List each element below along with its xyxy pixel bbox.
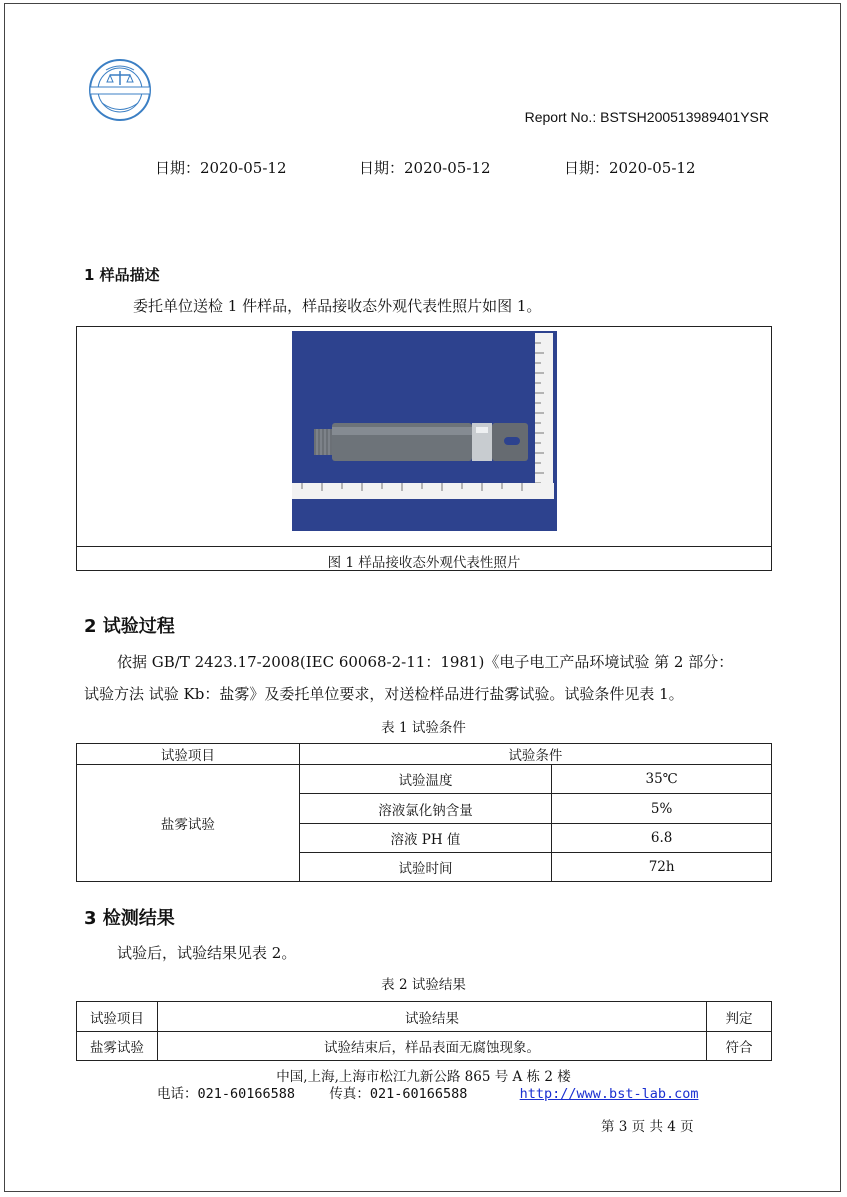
table-cell: 溶液氯化钠含量 xyxy=(299,794,552,824)
table-cell: 溶液 PH 值 xyxy=(299,824,552,853)
table-cell: 试验时间 xyxy=(299,853,552,882)
company-logo-seal xyxy=(88,58,152,122)
table-cell: 35℃ xyxy=(552,765,772,794)
test-results-table xyxy=(76,1001,772,1061)
test-conditions-table xyxy=(76,743,772,882)
table-cell: 72h xyxy=(552,853,772,882)
figure-caption: 图 1 样品接收态外观代表性照片 xyxy=(327,555,521,571)
table-cell: 试验结束后，样品表面无腐蚀现象。 xyxy=(157,1032,706,1061)
section-text: 试验后，试验结果见表 2。 xyxy=(117,944,297,962)
footer-contact xyxy=(157,1082,698,1102)
table-cell: 盐雾试验 xyxy=(77,765,300,882)
website-link[interactable]: http://www.bst-lab.com xyxy=(519,1086,699,1102)
table-cell: 试验温度 xyxy=(299,765,552,794)
section-text: 委托单位送检 1 件样品，样品接收态外观代表性照片如图 1。 xyxy=(133,297,542,315)
table-header-cell: 试验结果 xyxy=(157,1002,706,1032)
report-number: Report No.: BSTSH200513989401YSR xyxy=(524,109,769,125)
date-field: 日期：2020-05-12 xyxy=(359,159,491,177)
table-row xyxy=(77,765,772,794)
table-header-cell: 试验项目 xyxy=(77,744,300,765)
table-cell: 盐雾试验 xyxy=(77,1032,158,1061)
table-header-cell: 判定 xyxy=(707,1002,772,1032)
figure-frame xyxy=(76,326,772,571)
section-heading: 1 样品描述 xyxy=(84,266,160,284)
footer-fax: 传真：021-60166588 xyxy=(329,1086,468,1102)
page-number: 第 3 页 共 4 页 xyxy=(601,1119,694,1135)
section-text: 依据 GB/T 2423.17-2008(IEC 60068-2-11：1981)《电子电工产品环境试验 第 2 部分： xyxy=(117,653,734,671)
table-cell: 5% xyxy=(552,794,772,824)
table-header-row xyxy=(77,1002,772,1032)
table-row xyxy=(77,1032,772,1061)
table-header-cell: 试验项目 xyxy=(77,1002,158,1032)
table-caption: 表 2 试验结果 xyxy=(381,977,466,993)
table-caption: 表 1 试验条件 xyxy=(381,720,466,736)
section-text: 试验方法 试验 Kb：盐雾》及委托单位要求，对送检样品进行盐雾试验。试验条件见表 1。 xyxy=(84,685,684,703)
sample-photo xyxy=(292,331,557,531)
figure-divider xyxy=(77,546,771,547)
date-field: 日期：2020-05-12 xyxy=(155,159,287,177)
date-field: 日期：2020-05-12 xyxy=(564,159,696,177)
footer-phone: 电话：021-60166588 xyxy=(157,1086,296,1102)
footer-address: 中国,上海,上海市松江九新公路 865 号 A 栋 2 楼 xyxy=(276,1069,571,1085)
section-heading: 3 检测结果 xyxy=(84,908,175,929)
table-header-cell: 试验条件 xyxy=(299,744,771,765)
table-cell: 符合 xyxy=(707,1032,772,1061)
section-heading: 2 试验过程 xyxy=(84,616,175,637)
table-cell: 6.8 xyxy=(552,824,772,853)
table-header-row xyxy=(77,744,772,765)
